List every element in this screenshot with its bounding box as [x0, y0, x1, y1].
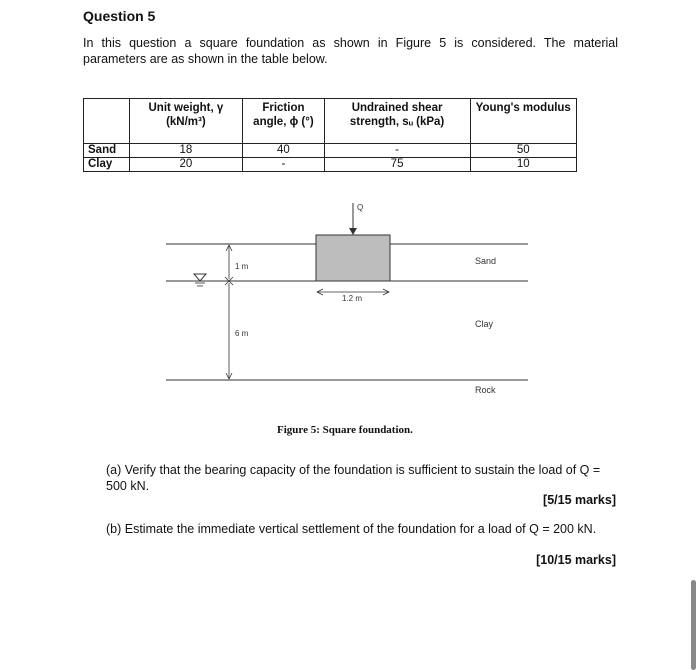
table-row [84, 158, 577, 172]
table-cell: 20 [129, 158, 243, 172]
table-cell: 18 [129, 144, 243, 158]
part-b-marks: [10/15 marks] [536, 553, 616, 567]
load-label: Q [357, 203, 364, 212]
row-label: Sand [84, 144, 130, 158]
layer-label-clay: Clay [475, 319, 494, 329]
scrollbar[interactable] [691, 580, 696, 670]
table-header: Young's modulus [470, 99, 576, 144]
table-header: Undrained shear strength, sᵤ (kPa) [324, 99, 470, 144]
load-arrow-head [349, 228, 357, 235]
table-cell: 50 [470, 144, 576, 158]
figure-caption: Figure 5: Square foundation. [277, 424, 413, 436]
layer-label-rock: Rock [475, 385, 496, 395]
table-header: Friction angle, ϕ (°) [243, 99, 324, 144]
square-footing [316, 235, 390, 281]
row-label: Clay [84, 158, 130, 172]
part-a-marks: [5/15 marks] [543, 493, 616, 507]
water-table-icon [194, 274, 206, 286]
table-row [84, 144, 577, 158]
question-title: Question 5 [83, 8, 156, 24]
depth-label: 1 m [235, 262, 249, 271]
table-cell: 40 [243, 144, 324, 158]
layer-label-sand: Sand [475, 256, 497, 266]
table-cell: 10 [470, 158, 576, 172]
question-intro: In this question a square foundation as shown in Figure 5 is considered. The material parameters are as shown in the table below. [83, 36, 618, 66]
table-cell: - [324, 144, 470, 158]
table-header: Unit weight, γ (kN/m³) [129, 99, 243, 144]
table-cell: 75 [324, 158, 470, 172]
width-label: 1.2 m [342, 294, 363, 303]
table-header-row [84, 99, 577, 144]
material-parameters-table [83, 98, 577, 172]
clay-thickness-label: 6 m [235, 329, 249, 338]
table-header [84, 99, 130, 144]
table-cell: - [243, 158, 324, 172]
foundation-figure [0, 190, 700, 420]
part-b-text: (b) Estimate the immediate vertical settlement of the foundation for a load of Q = 200 kN. [106, 522, 597, 536]
part-a-text: (a) Verify that the bearing capacity of the foundation is sufficient to sustain the load of Q = 500 kN. [106, 463, 601, 493]
